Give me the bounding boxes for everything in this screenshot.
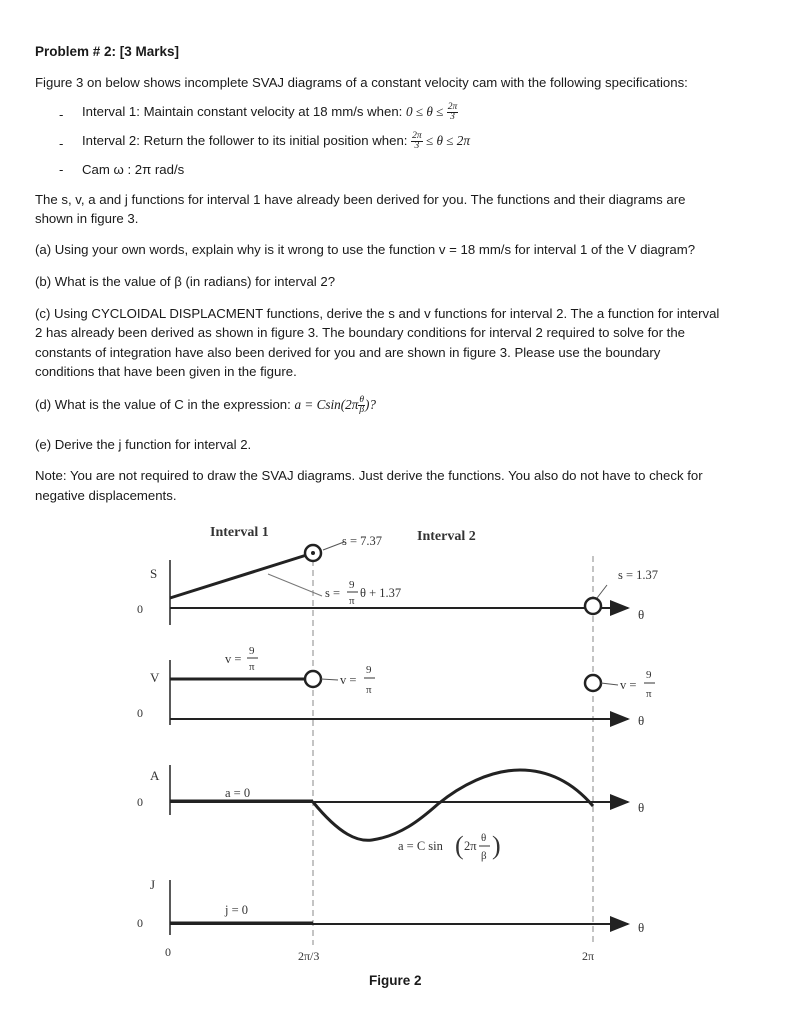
s-func-num: 9 — [349, 579, 355, 591]
question-c-line1: (c) Using CYCLOIDAL DISPLACMENT functions, derive the s and v functions for interval 2. The a function for interval — [35, 306, 720, 321]
v1-num: 9 — [249, 645, 255, 657]
note-line1: Note: You are not required to draw the SVAJ diagrams. Just derive the functions. You also do not have to check for — [35, 468, 703, 483]
interval-2-label: Interval 2 — [417, 529, 476, 544]
s-end-label: s = 1.37 — [618, 568, 659, 582]
question-e: (e) Derive the j function for interval 2. — [35, 437, 252, 452]
s-interval1-line — [170, 553, 313, 598]
question-c-line2: 2 has already been derived as shown in figure 3. The boundary conditions for interval 2 required to solve for the — [35, 325, 685, 340]
bullet-2: - — [59, 136, 64, 151]
v1-den: π — [249, 661, 255, 673]
para1-line1: The s, v, a and j functions for interval 1 have already been derived for you. The functions and their diagrams are — [35, 192, 686, 207]
a-func-paren-open: ( — [455, 831, 464, 860]
question-c-line3: constants of integration have also been derived for you and are shown in figure 3. Please use the boundary — [35, 345, 661, 360]
spec-item-2: Interval 2: Return the follower to its initial position when: $\frac{2\pi}{3}$ ≤ θ ≤ 2π — [82, 131, 470, 151]
note-line2: negative displacements. — [35, 488, 177, 503]
a-func-prefix: a = C sin — [398, 839, 443, 853]
question-a: (a) Using your own words, explain why is it wrong to use the function v = 18 mm/s for interval 1 of the V diagram? — [35, 242, 696, 257]
question-d: (d) What is the value of C in the expression: a = Csin(2π $\frac{\theta}{\beta}$ )? — [35, 395, 377, 416]
s-axis-label: S — [150, 566, 158, 581]
a-func-den: β — [481, 850, 487, 862]
s-end-marker — [585, 598, 601, 614]
a-zero-eq: a = 0 — [225, 786, 251, 800]
spec-item-3: Cam ω : 2π rad/s — [82, 162, 185, 177]
bullet-3: - — [59, 162, 64, 177]
v-mid-marker — [305, 671, 321, 687]
s-theta-label: θ — [638, 607, 645, 622]
v1-prefix: v = — [225, 652, 242, 666]
x-tick-0: 0 — [165, 945, 171, 959]
svaj-diagram — [0, 510, 791, 965]
v3-num: 9 — [646, 669, 652, 681]
a-zero-label: 0 — [137, 795, 143, 809]
s-func-suffix: θ + 1.37 — [360, 586, 402, 600]
s-func-prefix: s = — [325, 586, 341, 600]
a-theta-label: θ — [638, 800, 645, 815]
a-func-inner: 2π — [464, 839, 477, 853]
x-tick-2pi3: 2π/3 — [298, 949, 320, 963]
v3-prefix: v = — [620, 678, 637, 692]
j-zero-eq: j = 0 — [225, 903, 249, 917]
v2-num: 9 — [366, 664, 372, 676]
s-zero-label: 0 — [137, 602, 143, 616]
j-axis-label: J — [150, 877, 156, 892]
spec-item-1: Interval 1: Maintain constant velocity at 18 mm/s when: 0 ≤ θ ≤ $\frac{2\pi}{3}$ — [82, 102, 458, 122]
a-axis-label: A — [150, 768, 160, 783]
intro-text: Figure 3 on below shows incomplete SVAJ diagrams of a constant velocity cam with the following specifications: — [35, 75, 688, 90]
v-axis-label: V — [150, 670, 160, 685]
para1-line2: shown in figure 3. — [35, 211, 139, 226]
a-func-num: θ — [481, 832, 487, 844]
problem-title: Problem # 2: [3 Marks] — [35, 44, 180, 59]
question-b: (b) What is the value of β (in radians) for interval 2? — [35, 274, 336, 289]
s-peak-label: s = 7.37 — [342, 534, 383, 548]
figure-caption: Figure 2 — [369, 973, 422, 988]
v-end-marker — [585, 675, 601, 691]
a-interval2-curve — [313, 770, 593, 840]
v-zero-label: 0 — [137, 706, 143, 720]
interval-1-label: Interval 1 — [210, 525, 269, 540]
s-func-den: π — [349, 595, 355, 607]
bullet-1: - — [59, 107, 64, 122]
v2-prefix: v = — [340, 673, 357, 687]
a-func-paren-close: ) — [492, 831, 501, 860]
v3-den: π — [646, 688, 652, 700]
x-tick-2pi: 2π — [582, 949, 595, 963]
question-c-line4: conditions that have been given in the figure. — [35, 364, 297, 379]
j-theta-label: θ — [638, 920, 645, 935]
v-theta-label: θ — [638, 713, 645, 728]
j-zero-label: 0 — [137, 916, 143, 930]
v2-den: π — [366, 684, 372, 696]
